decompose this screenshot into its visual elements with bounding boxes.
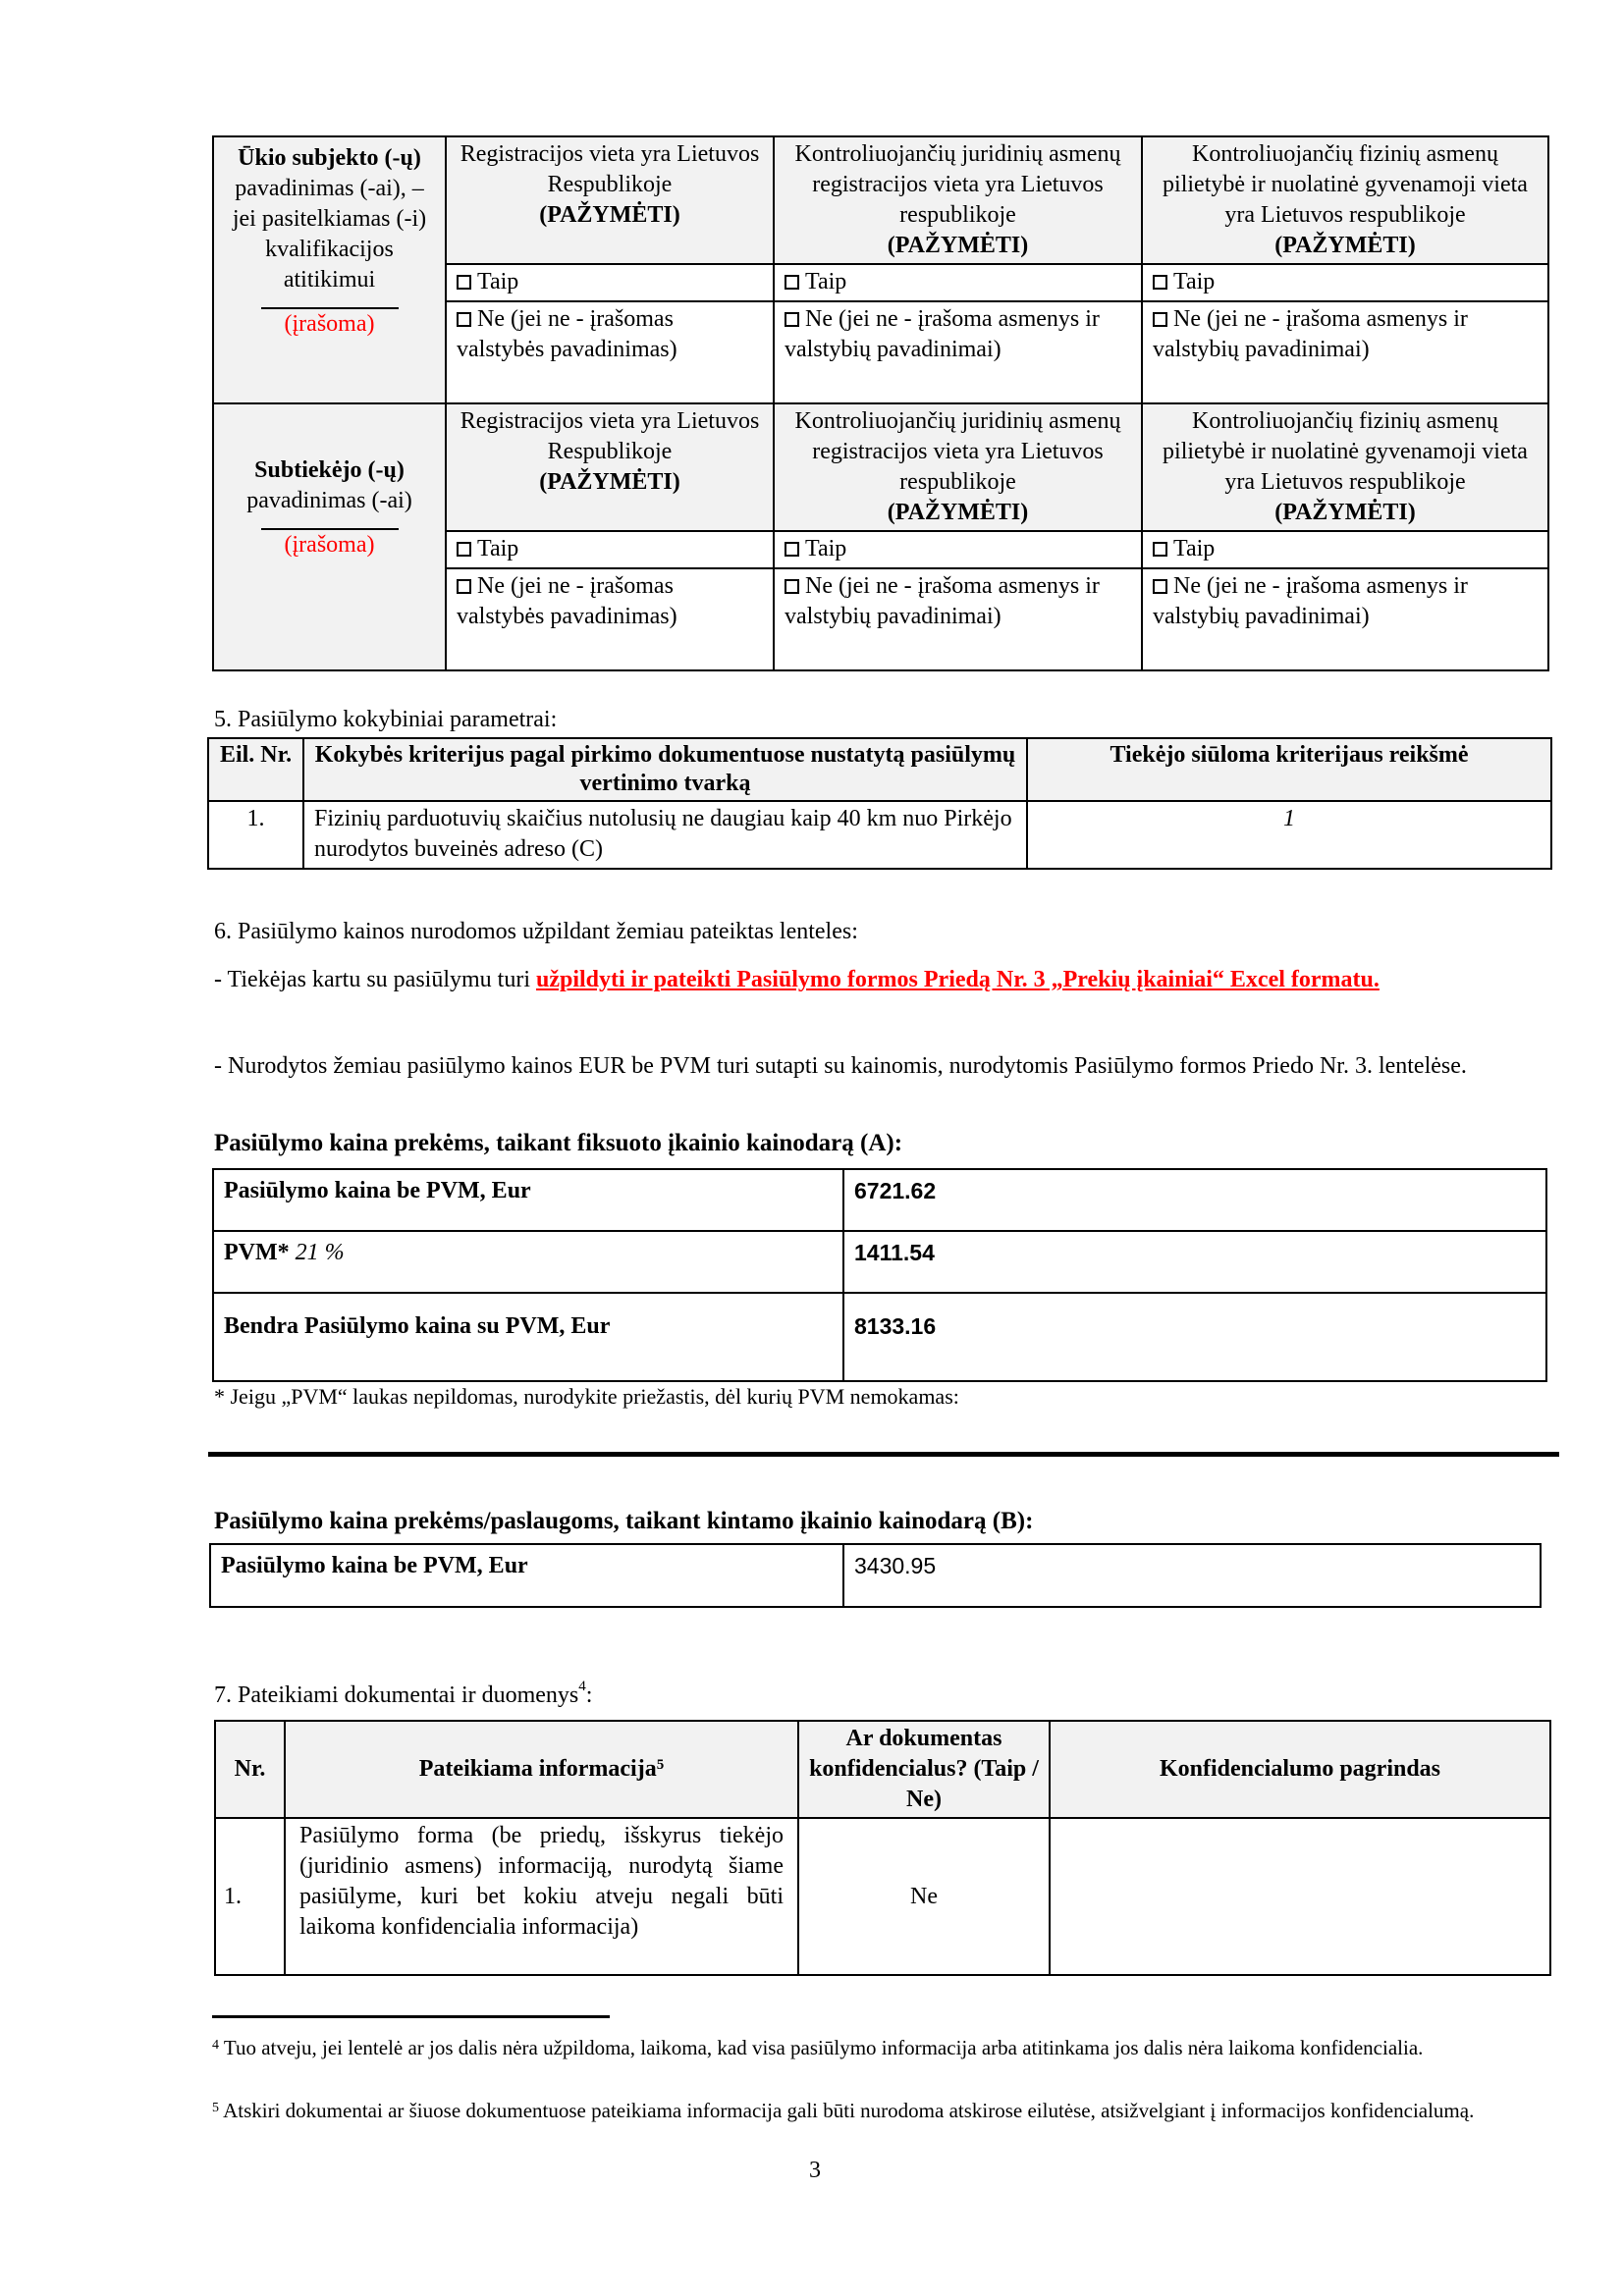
col-header-info — [285, 1721, 798, 1818]
row-value[interactable]: 1 — [1027, 801, 1551, 869]
total-label — [213, 1293, 843, 1381]
no-label: Ne (jei ne - įrašoma asmenys ir valstybių pavadinimai) — [1153, 306, 1468, 362]
quality-parameters-table — [207, 737, 1552, 870]
yes-option[interactable] — [774, 531, 1142, 568]
table-row — [213, 1231, 1546, 1293]
header-text: Registracijos vieta yra Lietuvos Respublikoje — [460, 408, 760, 464]
note-text: - Nurodytos žemiau pasiūlymo kainos EUR be PVM turi sutapti su kainomis, nurodytomis Pasiūlymo formos Priedo Nr. 3. lentelėse. — [214, 1053, 1467, 1079]
mark-label: (PAŽYMĖTI) — [539, 469, 680, 495]
no-option[interactable] — [446, 301, 774, 403]
business-entity-label-cell — [213, 136, 446, 403]
footnote-5 — [212, 2095, 1557, 2126]
checkbox-icon[interactable] — [785, 312, 799, 327]
no-option[interactable] — [774, 568, 1142, 670]
checkbox-icon[interactable] — [785, 275, 799, 290]
business-entity-label-bold: Ūkio subjekto (-ų) — [238, 145, 421, 171]
checkbox-icon[interactable] — [457, 579, 471, 594]
header-registration — [446, 136, 774, 264]
documents-table — [214, 1720, 1551, 1976]
section7-title — [214, 1679, 593, 1709]
col-header-nr: Eil. Nr. — [208, 738, 303, 801]
section6-instruction — [214, 962, 1559, 998]
checkbox-icon[interactable] — [785, 542, 799, 557]
table-row — [215, 1818, 1550, 1975]
price-label-text: Pasiūlymo kaina be PVM, Eur — [224, 1178, 531, 1203]
mark-label: (PAŽYMĖTI) — [1274, 233, 1416, 258]
footnote-separator — [212, 2015, 610, 2018]
row-confidential[interactable]: Ne — [798, 1818, 1050, 1975]
fill-hint: (įrašoma) — [284, 311, 375, 337]
page-number: 3 — [809, 2158, 821, 2183]
row-nr: 1. — [215, 1818, 285, 1975]
checkbox-icon[interactable] — [457, 312, 471, 327]
price-label: Pasiūlymo kaina be PVM, Eur — [210, 1544, 843, 1607]
yes-label: Taip — [805, 269, 847, 294]
fill-in-line[interactable] — [261, 307, 399, 309]
yes-label: Taip — [1173, 269, 1216, 294]
vat-label-text: PVM* — [224, 1240, 290, 1265]
yes-option[interactable] — [1142, 264, 1548, 301]
yes-label: Taip — [1173, 536, 1216, 561]
no-label: Ne (jei ne - įrašoma asmenys ir valstybių pavadinimai) — [785, 306, 1100, 362]
header-legal-persons — [774, 403, 1142, 531]
no-label: Ne (jei ne - įrašomas valstybės pavadinimas) — [457, 306, 677, 362]
checkbox-icon[interactable] — [1153, 275, 1167, 290]
header-text: Pateikiama informacija — [418, 1756, 657, 1782]
header-text: Registracijos vieta yra Lietuvos Respublikoje — [460, 141, 760, 197]
footnote-mark: 5 — [212, 2101, 219, 2115]
instruction-highlight: užpildyti ir pateikti Pasiūlymo formos Priedą Nr. 3 „Prekių įkainiai“ Excel formatu. — [535, 967, 1380, 992]
instruction-prefix: - Tiekėjas kartu su pasiūlymu turi — [214, 967, 536, 992]
no-option[interactable] — [1142, 568, 1548, 670]
section7-title-text: 7. Pateikiami dokumentai ir duomenys — [214, 1682, 579, 1708]
footnote-ref[interactable]: 4 — [578, 1679, 586, 1694]
table-row — [208, 801, 1551, 869]
vat-label — [213, 1231, 843, 1293]
section5-title: 5. Pasiūlymo kokybiniai parametrai: — [214, 707, 558, 732]
qualification-table — [212, 135, 1549, 671]
fixed-price-table — [212, 1168, 1547, 1382]
footnote-text: Tuo atveju, jei lentelė ar jos dalis nėra užpildoma, laikoma, kad visa pasiūlymo informacija arba atitinkama jos dalis nėra laikoma konfidencialia. — [219, 2036, 1424, 2059]
subcontractor-label-bold: Subtiekėjo (-ų) — [254, 456, 405, 483]
separator-line — [208, 1452, 1559, 1457]
table-row — [210, 1544, 1541, 1607]
variable-price-title: Pasiūlymo kaina prekėms/paslaugoms, taikant kintamo įkainio kainodarą (B): — [214, 1508, 1034, 1534]
no-label: Ne (jei ne - įrašoma asmenys ir valstybių pavadinimai) — [1153, 573, 1468, 629]
yes-option[interactable] — [446, 264, 774, 301]
title-colon: : — [585, 1682, 593, 1708]
subcontractor-label-rest: pavadinimas (-ai) — [246, 487, 412, 513]
row-nr: 1. — [208, 801, 303, 869]
checkbox-icon[interactable] — [1153, 579, 1167, 594]
mark-label: (PAŽYMĖTI) — [887, 500, 1029, 525]
footnote-ref[interactable]: 5 — [656, 1757, 665, 1773]
fill-in-line[interactable] — [261, 528, 399, 530]
fill-hint: (įrašoma) — [284, 531, 375, 558]
variable-price-table — [209, 1543, 1542, 1608]
row-info: Pasiūlymo forma (be priedų, išskyrus tiekėjo (juridinio asmens) informaciją, nurodytą šiame pasiūlyme, kuri bet kokiu atveju negali būti laikoma konfidencialia informacija) — [285, 1818, 798, 1975]
section6-note — [214, 1048, 1559, 1085]
header-natural-persons — [1142, 136, 1548, 264]
mark-label: (PAŽYMĖTI) — [1274, 500, 1416, 525]
col-header-criterion: Kokybės kriterijus pagal pirkimo dokumentuose nustatytą pasiūlymų vertinimo tvarką — [303, 738, 1027, 801]
price-label — [213, 1169, 843, 1231]
yes-label: Taip — [477, 536, 519, 561]
header-text: Kontroliuojančių fizinių asmenų pilietybė ir nuolatinė gyvenamoji vieta yra Lietuvos respublikoje — [1163, 141, 1528, 228]
no-option[interactable] — [446, 568, 774, 670]
table-row — [213, 1169, 1546, 1231]
col-header-nr: Nr. — [215, 1721, 285, 1818]
header-natural-persons — [1142, 403, 1548, 531]
vat-rate: 21 % — [289, 1240, 345, 1265]
col-header-confidential: Ar dokumentas konfidencialus? (Taip / Ne) — [798, 1721, 1050, 1818]
section6-title: 6. Pasiūlymo kainos nurodomos užpildant žemiau pateiktas lenteles: — [214, 919, 858, 944]
yes-option[interactable] — [446, 531, 774, 568]
vat-footnote: * Jeigu „PVM“ laukas nepildomas, nurodykite priežastis, dėl kurių PVM nemokamas: — [214, 1384, 959, 1409]
yes-label: Taip — [477, 269, 519, 294]
subcontractor-label-cell — [213, 403, 446, 670]
header-text: Kontroliuojančių juridinių asmenų registracijos vieta yra Lietuvos respublikoje — [794, 141, 1121, 228]
checkbox-icon[interactable] — [457, 542, 471, 557]
price-value[interactable]: 3430.95 — [843, 1544, 1541, 1607]
no-label: Ne (jei ne - įrašoma asmenys ir valstybių pavadinimai) — [785, 573, 1100, 629]
yes-label: Taip — [805, 536, 847, 561]
no-option[interactable] — [774, 301, 1142, 403]
business-entity-label-rest: pavadinimas (-ai), – jei pasitelkiamas (-i) kvalifikacijos atitikimui — [232, 176, 427, 293]
no-option[interactable] — [1142, 301, 1548, 403]
no-label: Ne (jei ne - įrašomas valstybės pavadinimas) — [457, 573, 677, 629]
col-header-basis: Konfidencialumo pagrindas — [1050, 1721, 1550, 1818]
checkbox-icon[interactable] — [1153, 542, 1167, 557]
col-header-value: Tiekėjo siūloma kriterijaus reikšmė — [1027, 738, 1551, 801]
mark-label: (PAŽYMĖTI) — [887, 233, 1029, 258]
checkbox-icon[interactable] — [457, 275, 471, 290]
row-criterion: Fizinių parduotuvių skaičius nutolusių ne daugiau kaip 40 km nuo Pirkėjo nurodytos buveinės adreso (C) — [303, 801, 1027, 869]
header-legal-persons — [774, 136, 1142, 264]
mark-label: (PAŽYMĖTI) — [539, 202, 680, 228]
vat-value[interactable]: 1411.54 — [843, 1231, 1546, 1293]
price-value[interactable]: 6721.62 — [843, 1169, 1546, 1231]
yes-option[interactable] — [1142, 531, 1548, 568]
header-text: Kontroliuojančių juridinių asmenų registracijos vieta yra Lietuvos respublikoje — [794, 408, 1121, 495]
footnote-text: Atskiri dokumentai ar šiuose dokumentuose pateikiama informacija gali būti nurodoma atskirose eilutėse, atsižvelgiant į informacijos konfidencialumą. — [219, 2099, 1475, 2122]
fixed-price-title: Pasiūlymo kaina prekėms, taikant fiksuoto įkainio kainodarą (A): — [214, 1130, 903, 1156]
header-registration — [446, 403, 774, 531]
header-text: Kontroliuojančių fizinių asmenų pilietybė ir nuolatinė gyvenamoji vieta yra Lietuvos respublikoje — [1163, 408, 1528, 495]
total-value[interactable]: 8133.16 — [843, 1293, 1546, 1381]
table-row — [213, 1293, 1546, 1381]
footnote-mark: 4 — [212, 2038, 219, 2053]
footnote-4 — [212, 2032, 1557, 2063]
total-label-text: Bendra Pasiūlymo kaina su PVM, Eur — [224, 1313, 611, 1339]
checkbox-icon[interactable] — [785, 579, 799, 594]
row-basis[interactable] — [1050, 1818, 1550, 1975]
checkbox-icon[interactable] — [1153, 312, 1167, 327]
yes-option[interactable] — [774, 264, 1142, 301]
